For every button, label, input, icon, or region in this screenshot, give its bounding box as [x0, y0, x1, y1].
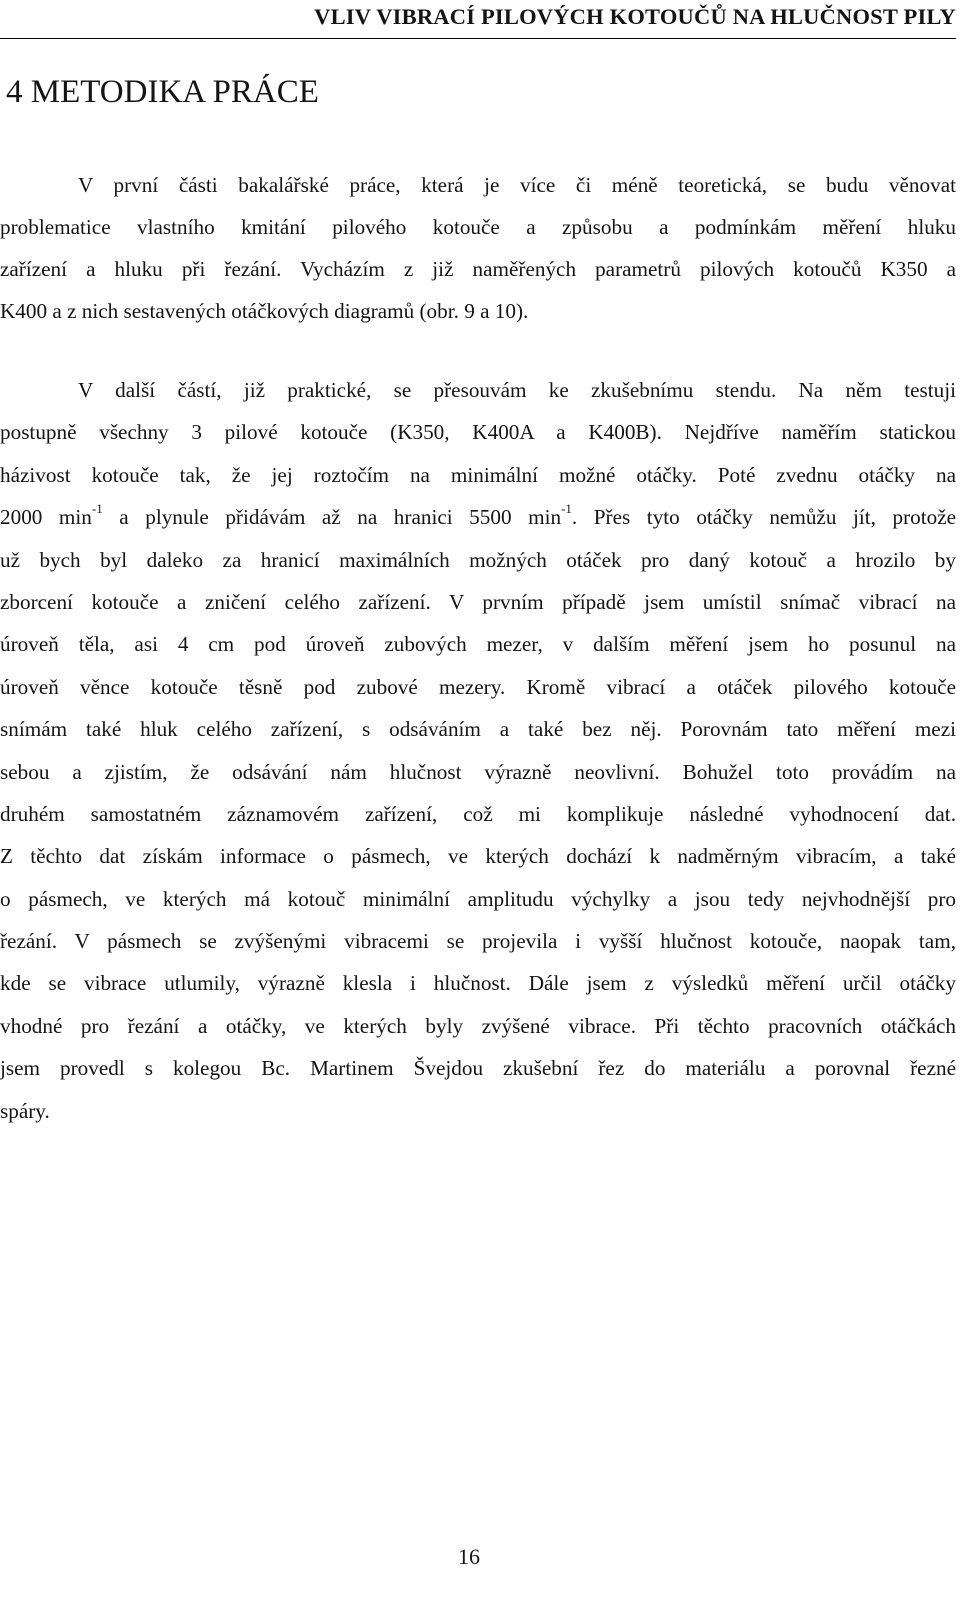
text-line: postupně všechny 3 pilové kotouče (K350, K400A a K400B). Nejdříve naměřím statickou — [0, 420, 956, 445]
text-line: vhodné pro řezání a otáčky, ve kterých byly zvýšené vibrace. Při těchto pracovních otáčkách — [0, 1013, 956, 1038]
text-line: řezání. V pásmech se zvýšenými vibracemi se projevila i vyšší hlučnost kotouče, naopak tam, — [0, 929, 956, 954]
paragraph-intro — [0, 164, 956, 332]
text-line: o pásmech, ve kterých má kotouč minimální amplitudu výchylky a jsou tedy nejvhodnější pro — [0, 886, 956, 911]
text-line: zborcení kotouče a zničení celého zařízení. V prvním případě jsem umístil snímač vibrací na — [0, 589, 956, 614]
text-line: snímám také hluk celého zařízení, s odsáváním a také bez něj. Porovnám tato měření mezi — [0, 717, 956, 742]
running-header — [0, 4, 956, 39]
unit-exponent: -1 — [561, 501, 572, 517]
text-line: kde se vibrace utlumily, výrazně klesla i hlučnost. Dále jsem z výsledků měření určil otáčky — [0, 971, 956, 996]
paragraph-practical — [0, 369, 956, 1132]
chapter-title: 4 METODIKA PRÁCE — [6, 74, 319, 110]
text-line: úroveň věnce kotouče těsně pod zubové mezery. Kromě vibrací a otáček pilového kotouče — [0, 674, 956, 699]
text-segment: a plynule přidávám až na hranici 5500 min — [102, 505, 562, 530]
text-line: V další částí, již praktické, se přesouvám ke zkušebnímu stendu. Na něm testuji — [78, 378, 956, 402]
text-line: úroveň těla, asi 4 cm pod úroveň zubových mezer, v dalším měření jsem ho posunul na — [0, 632, 956, 657]
text-line: jsem provedl s kolegou Bc. Martinem Švejdou zkušební řez do materiálu a porovnal řezné — [0, 1056, 956, 1081]
text-line: zařízení a hluku při řezání. Vycházím z již naměřených parametrů pilových kotoučů K350 a — [0, 257, 956, 281]
running-header-title: VLIV VIBRACÍ PILOVÝCH KOTOUČŮ NA HLUČNOST PILY — [314, 4, 956, 29]
text-line: sebou a zjistím, že odsávání nám hlučnost výrazně neovlivní. Bohužel toto provádím na — [0, 759, 956, 784]
text-line: Z těchto dat získám informace o pásmech, ve kterých dochází k nadměrným vibracím, a také — [0, 844, 956, 869]
text-segment: 2000 min — [0, 505, 92, 530]
text-line-with-units — [0, 496, 956, 538]
text-segment: . Přes tyto otáčky nemůžu jít, protože — [571, 505, 956, 530]
text-line: spáry. — [0, 1098, 50, 1123]
unit-exponent: -1 — [91, 501, 103, 517]
text-line: druhém samostatném záznamovém zařízení, což mi komplikuje následné vyhodnocení dat. — [0, 801, 956, 826]
text-line: už bych byl daleko za hranicí maximálních možných otáček pro daný kotouč a hrozilo by — [0, 547, 956, 572]
text-line: problematice vlastního kmitání pilového kotouče a způsobu a podmínkám měření hluku — [0, 215, 956, 239]
page-number: 16 — [458, 1544, 480, 1569]
text-line: V první části bakalářské práce, která je více či méně teoretická, se budu věnovat — [78, 173, 956, 197]
text-line: házivost kotouče tak, že jej roztočím na minimální možné otáčky. Poté zvednu otáčky na — [0, 462, 956, 487]
text-line: K400 a z nich sestavených otáčkových diagramů (obr. 9 a 10). — [0, 299, 529, 323]
